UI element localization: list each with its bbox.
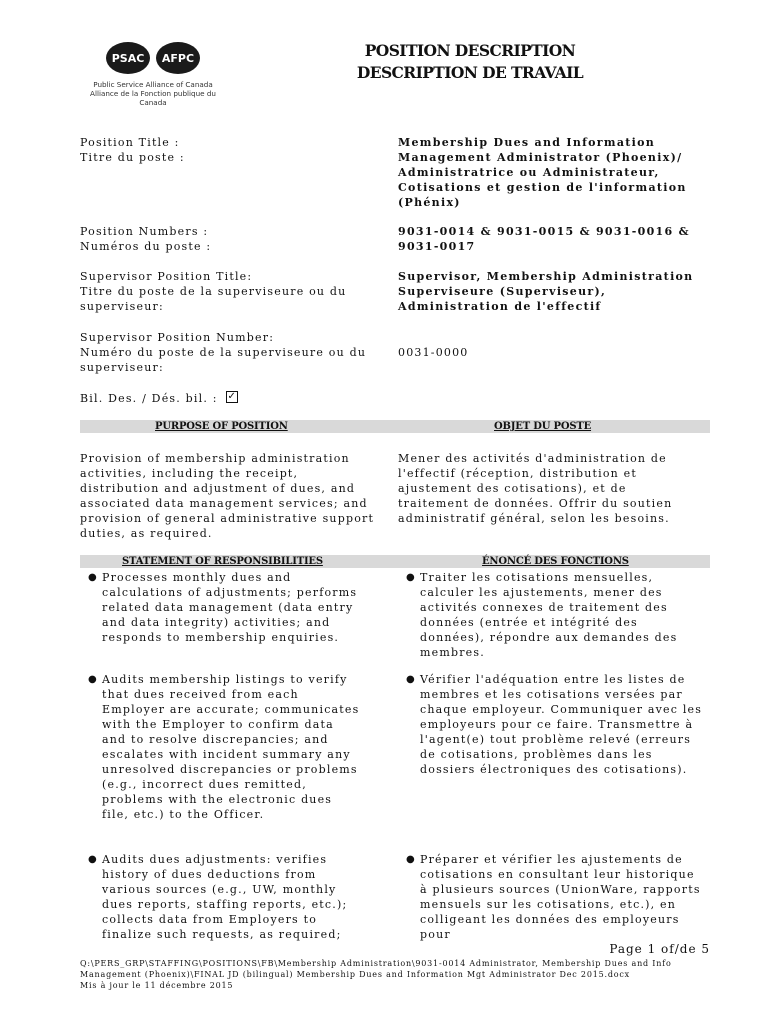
responsibilities-list-fr <box>400 570 705 942</box>
doc-title-fr: DESCRIPTION DE TRAVAIL <box>356 63 584 82</box>
psac-afpc-logo <box>78 36 228 107</box>
doc-title-en: POSITION DESCRIPTION <box>364 41 576 60</box>
bullet-icon: ● <box>88 674 98 685</box>
position-numbers-label-fr: Numéros du poste : <box>80 240 212 253</box>
bullet-icon: ● <box>88 572 98 583</box>
responsibilities-header-fr: ÉNONCÉ DES FONCTIONS <box>482 556 629 567</box>
supervisor-title-value: Supervisor, Membership Administration Superviseure (Superviseur), Administration de l'effectif <box>398 270 694 313</box>
logo-mark <box>84 38 224 78</box>
position-title-value: Membership Dues and Information Management Administrator (Phoenix)/ Administratrice ou Administrateur, Cotisations et gestion de l'information (Phénix) <box>398 136 687 209</box>
page-number: Page 1 of/de 5 <box>560 942 710 956</box>
responsibilities-list-en <box>82 570 362 942</box>
list-item: ● Audits membership listings to verify that dues received from each Employer are accurate; communicates with the Employer to confirm data and to resolve discrepancies; and escalates with incident summary any unresolved discrepancies or problems (e.g., incorrect dues remitted, problems with the electronic dues file, etc.) to the Officer. <box>88 673 360 821</box>
logo-mark-right: AFPC <box>156 42 200 74</box>
list-item: ● Traiter les cotisations mensuelles, calculer les ajustements, mener des activités connexes de traitement des données (entrée et intégrité des données), répondre aux demandes des membres. <box>406 571 678 659</box>
purpose-header-bar <box>80 420 710 433</box>
position-title-label <box>80 135 380 165</box>
bil-des-label: Bil. Des. / Dés. bil. : <box>80 392 218 405</box>
supervisor-number-label <box>80 330 380 375</box>
logo-mark-left: PSAC <box>106 42 150 74</box>
supervisor-number-label-fr: Numéro du poste de la superviseure ou du superviseur: <box>80 346 367 374</box>
logo-text-fr: Alliance de la Fonction publique du Canada <box>90 89 216 107</box>
position-numbers-label <box>80 224 380 254</box>
purpose-text-fr: Mener des activités d'administration de l'effectif (réception, distribution et ajustement des cotisations), et de traitement de données. Offrir du soutien administratif général, selon les besoins. <box>398 452 673 525</box>
bullet-icon: ● <box>88 854 98 865</box>
responsibilities-header-bar <box>80 555 710 568</box>
purpose-text-en: Provision of membership administration activities, including the receipt, distribution and adjustment of dues, and associated data management services; and provision of general administrative support duties, as required. <box>80 452 375 540</box>
list-item: ● Préparer et vérifier les ajustements de cotisations en consultant leur historique à plusieurs sources (UnionWare, rapports mensuels sur les cotisations, etc.), en colligeant les données des employeurs pour <box>406 853 701 941</box>
supervisor-title-label <box>80 269 380 314</box>
supervisor-number-label-en: Supervisor Position Number: <box>80 331 275 344</box>
position-numbers-value: 9031-0014 & 9031-0015 & 9031-0016 & 9031-0017 <box>398 225 690 253</box>
responsibilities-header-en: STATEMENT OF RESPONSIBILITIES <box>122 556 323 567</box>
bullet-icon: ● <box>406 572 416 583</box>
list-item: ● Processes monthly dues and calculations of adjustments; performs related data management (data entry and data integrity) activities; and responds to membership enquiries. <box>88 571 358 644</box>
logo-text-en: Public Service Alliance of Canada <box>93 80 213 89</box>
list-item: ● Vérifier l'adéquation entre les listes de membres et les cotisations versées par chaque employeur. Communiquer avec les employeurs pour ce faire. Transmettre à l'agent(e) tout problème relevé (erreurs de cotisations, problèmes dans les dossiers électroniques des cotisations). <box>406 673 703 776</box>
position-title-label-fr: Titre du poste : <box>80 151 185 164</box>
purpose-header-en: PURPOSE OF POSITION <box>155 421 288 432</box>
bullet-icon: ● <box>406 854 416 865</box>
supervisor-title-label-fr: Titre du poste de la superviseure ou du superviseur: <box>80 285 347 313</box>
position-numbers-label-en: Position Numbers : <box>80 225 209 238</box>
position-title-label-en: Position Title : <box>80 136 180 149</box>
list-item: ● Audits dues adjustments: verifies history of dues deductions from various sources (e.g., UW, monthly dues reports, staffing reports, etc.); collects data from Employers to finalize such requests, as required; <box>88 853 348 941</box>
bil-des-checkbox[interactable]: ✓ <box>227 391 238 402</box>
footer-updated-date: Mis à jour le 11 décembre 2015 <box>80 981 234 990</box>
supervisor-number-value: 0031-0000 <box>398 346 469 359</box>
supervisor-title-label-en: Supervisor Position Title: <box>80 270 253 283</box>
purpose-header-fr: OBJET DU POSTE <box>494 421 592 432</box>
bil-des-field <box>80 391 380 406</box>
footer-file-path: Q:\PERS_GRP\STAFFING\POSITIONS\FB\Membership Administration\9031-0014 Administrator, Membership Dues and Info Management (Phoenix)\FINAL JD (bilingual) Membership Dues and Information Mgt Administrator Dec 2015.docx <box>80 959 672 979</box>
bullet-icon: ● <box>406 674 416 685</box>
